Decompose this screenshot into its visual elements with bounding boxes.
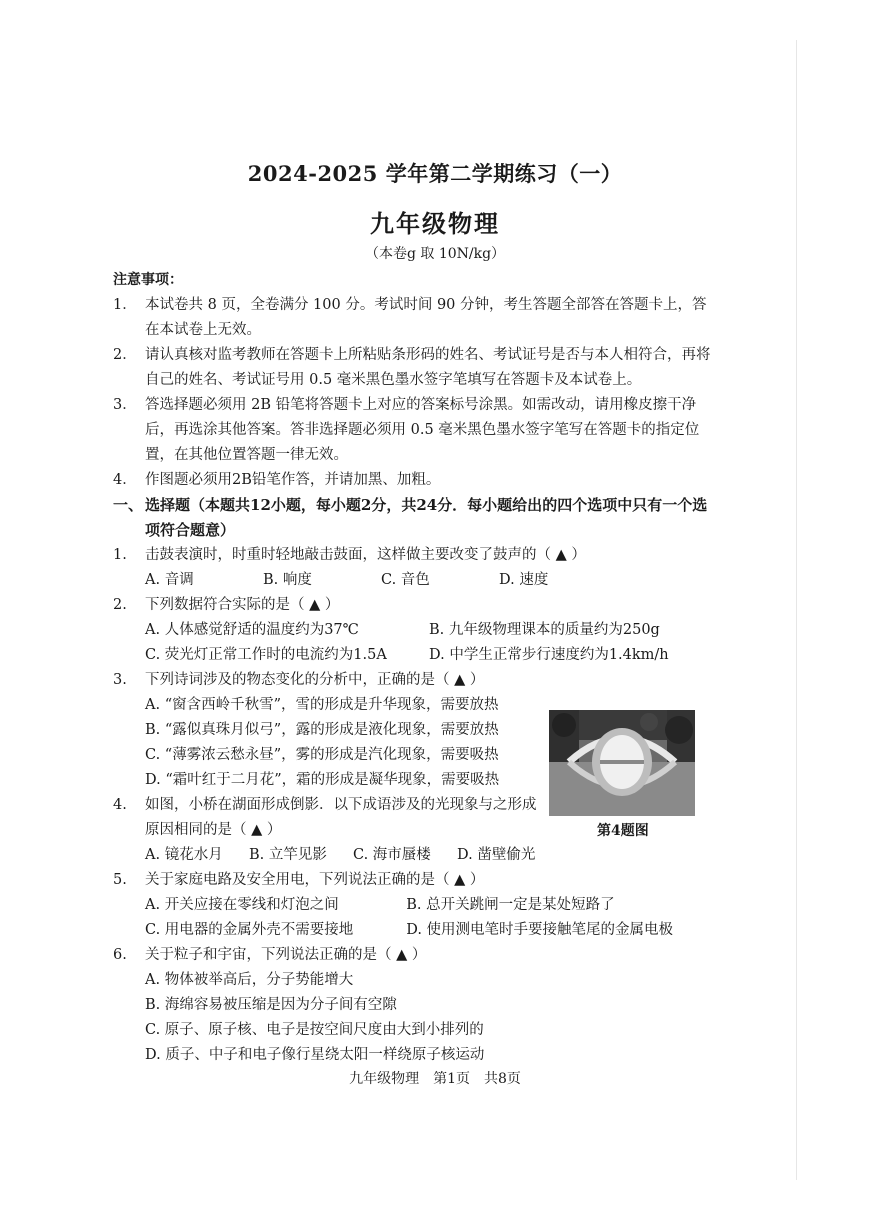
- option: C. 原子、原子核、电子是按空间尺度由大到小排列的: [145, 1022, 484, 1038]
- option: C. 用电器的金属外壳不需要接地: [145, 922, 354, 938]
- option: B. 总开关跳闸一定是某处短路了: [406, 897, 615, 913]
- notice-item-num: 4．: [113, 472, 137, 488]
- notice-heading: 注意事项：: [113, 272, 183, 288]
- exam-content: [113, 268, 713, 1068]
- option: A. 开关应接在零线和灯泡之间: [145, 897, 339, 913]
- options-row: [113, 618, 713, 643]
- question-num: 3.: [113, 672, 127, 688]
- question-5: [113, 868, 713, 893]
- options-row: [113, 918, 713, 943]
- options-row: [113, 993, 713, 1018]
- question-stem: 关于粒子和宇宙，下列说法正确的是（ ▲ ）: [145, 947, 427, 963]
- option: C. 音色: [381, 572, 430, 588]
- question-stem: 击鼓表演时，时重时轻地敲击鼓面，这样做主要改变了鼓声的（ ▲ ）: [145, 547, 586, 563]
- question-stem: 关于家庭电路及安全用电，下列说法正确的是（ ▲ ）: [145, 872, 485, 888]
- section-num: 一、: [113, 496, 144, 514]
- gravity-note: （本卷g 取 10N/kg）: [364, 246, 506, 262]
- question-num: 6.: [113, 947, 127, 963]
- option: B. 立竿见影: [249, 847, 327, 863]
- notice-item-num: 1．: [113, 297, 137, 313]
- question-stem: 下列数据符合实际的是（ ▲ ）: [145, 597, 340, 613]
- question-num: 1.: [113, 547, 127, 563]
- question-num: 4.: [113, 797, 127, 813]
- options-row: [113, 1043, 713, 1068]
- question-num: 2.: [113, 597, 127, 613]
- question-num: 5.: [113, 872, 127, 888]
- section-heading: [113, 493, 713, 543]
- option: A. 物体被举高后，分子势能增大: [145, 972, 354, 988]
- notice-item-text: 答选择题必须用 2B 铅笔将答题卡上对应的答案标号涂黑。如需改动，请用橡皮擦干净后，再选涂其他答案。答非选择题必须用 0.5 毫米黑色墨水签字笔写在答题卡的指定位置，在其他位置答题一律无效。: [145, 397, 700, 463]
- bridge-reflection-photo: [549, 710, 695, 816]
- bridge-photo-drawing: [549, 710, 695, 816]
- notice-item-num: 2．: [113, 347, 137, 363]
- options-row: [113, 1018, 713, 1043]
- option: A. “窗含西岭千秋雪”，雪的形成是升华现象，需要放热: [145, 697, 499, 713]
- notice-item-text: 本试卷共 8 页，全卷满分 100 分。考试时间 90 分钟，考生答题全部答在答题卡上，答在本试卷上无效。: [145, 297, 707, 338]
- options-row: [113, 643, 713, 668]
- page-footer: 九年级物理 第1页 共8页: [349, 1071, 521, 1087]
- question-3: [113, 668, 713, 693]
- option: B. 海绵容易被压缩是因为分子间有空隙: [145, 997, 397, 1013]
- options-row: [113, 843, 713, 868]
- question-1: [113, 543, 713, 568]
- options-row: [113, 968, 713, 993]
- option: C. “薄雾浓云愁永昼”，雾的形成是汽化现象，需要吸热: [145, 747, 499, 763]
- notice-item-text: 请认真核对监考教师在答题卡上所粘贴条形码的姓名、考试证号是否与本人相符合，再将自己的姓名、考试证号用 0.5 毫米黑色墨水签字笔填写在答题卡及本试卷上。: [145, 347, 711, 388]
- option: D. 速度: [499, 572, 549, 588]
- notice-item: [113, 343, 713, 393]
- option: D. 质子、中子和电子像行星绕太阳一样绕原子核运动: [145, 1047, 485, 1063]
- option: B. 响度: [263, 572, 312, 588]
- option: A. 镜花水月: [145, 847, 223, 863]
- options-row: [113, 893, 713, 918]
- option: D. 中学生正常步行速度约为1.4km/h: [429, 647, 669, 663]
- notice-item-num: 3．: [113, 397, 137, 413]
- notice-item: [113, 393, 713, 468]
- question-2: [113, 593, 713, 618]
- figure-caption: 第4题图: [597, 823, 649, 839]
- question-stem: 如图，小桥在湖面形成倒影．以下成语涉及的光现象与之形成原因相同的是（ ▲ ）: [145, 797, 537, 838]
- option: D. 凿壁偷光: [457, 847, 536, 863]
- option: C. 荧光灯正常工作时的电流约为1.5A: [145, 647, 387, 663]
- notice-item: [113, 468, 713, 493]
- exam-title: 2024-2025 学年第二学期练习（一）: [247, 161, 623, 186]
- question-6: [113, 943, 713, 968]
- option: D. 使用测电笔时手要接触笔尾的金属电极: [406, 922, 674, 938]
- options-row: [113, 568, 713, 593]
- notice-item: [113, 293, 713, 343]
- notice-item-text: 作图题必须用2B铅笔作答，并请加黑、加粗。: [145, 472, 441, 488]
- option: D. “霜叶红于二月花”，霜的形成是凝华现象，需要吸热: [145, 772, 500, 788]
- option: A. 音调: [145, 572, 194, 588]
- subject-title: 九年级物理: [370, 209, 500, 238]
- section-text: 选择题（本题共12小题，每小题2分，共24分．每小题给出的四个选项中只有一个选项符合题意）: [145, 496, 708, 539]
- option: B. 九年级物理课本的质量约为250g: [429, 622, 660, 638]
- option: B. “露似真珠月似弓”，露的形成是液化现象，需要放热: [145, 722, 499, 738]
- question-4: [113, 793, 550, 843]
- option: C. 海市蜃楼: [353, 847, 431, 863]
- option: A. 人体感觉舒适的温度约为37℃: [145, 622, 359, 638]
- question-stem: 下列诗词涉及的物态变化的分析中，正确的是（ ▲ ）: [145, 672, 485, 688]
